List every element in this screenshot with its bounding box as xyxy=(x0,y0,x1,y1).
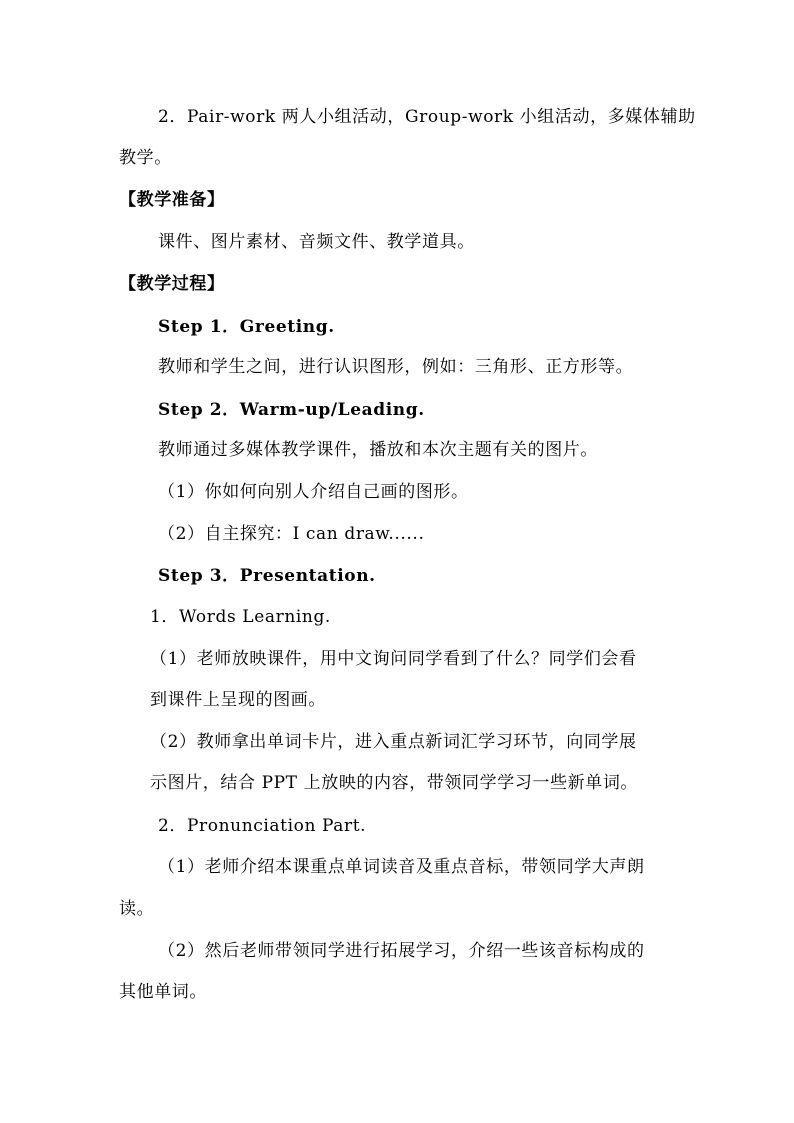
step2-item2: （2）自主探究：I can draw...... xyxy=(158,524,425,544)
step1-title: Step 1．Greeting. xyxy=(158,317,335,337)
pronunciation-item1-line2: 读。 xyxy=(119,899,155,919)
words-learning-heading: 1．Words Learning. xyxy=(150,607,331,627)
step3-title: Step 3．Presentation. xyxy=(158,566,376,586)
paragraph-line: 教学。 xyxy=(119,148,172,168)
pronunciation-item2-line2: 其他单词。 xyxy=(119,982,207,1002)
pronunciation-item2-line1: （2）然后老师带领同学进行拓展学习，介绍一些该音标构成的 xyxy=(158,941,645,961)
step1-text: 教师和学生之间，进行认识图形，例如：三角形、正方形等。 xyxy=(158,357,634,377)
paragraph-line: 2．Pair-work 两人小组活动，Group-work 小组活动，多媒体辅助 xyxy=(158,107,696,127)
section-heading-process: 【教学过程】 xyxy=(119,274,225,294)
pronunciation-heading: 2．Pronunciation Part. xyxy=(158,816,367,836)
step2-item1: （1）你如何向别人介绍自己画的图形。 xyxy=(158,482,469,502)
words-learning-item2-line1: （2）教师拿出单词卡片，进入重点新词汇学习环节，向同学展 xyxy=(150,732,637,752)
words-learning-item1-line1: （1）老师放映课件，用中文询问同学看到了什么？同学们会看 xyxy=(150,649,637,669)
words-learning-item2-line2: 示图片，结合 PPT 上放映的内容，带领同学学习一些新单词。 xyxy=(150,773,639,793)
step2-title: Step 2．Warm-up/Leading. xyxy=(158,400,425,420)
step2-text: 教师通过多媒体教学课件，播放和本次主题有关的图片。 xyxy=(158,440,598,460)
preparation-text: 课件、图片素材、音频文件、教学道具。 xyxy=(158,232,475,252)
words-learning-item1-line2: 到课件上呈现的图画。 xyxy=(150,690,326,710)
pronunciation-item1-line1: （1）老师介绍本课重点单词读音及重点音标，带领同学大声朗 xyxy=(158,857,645,877)
section-heading-preparation: 【教学准备】 xyxy=(119,190,225,210)
